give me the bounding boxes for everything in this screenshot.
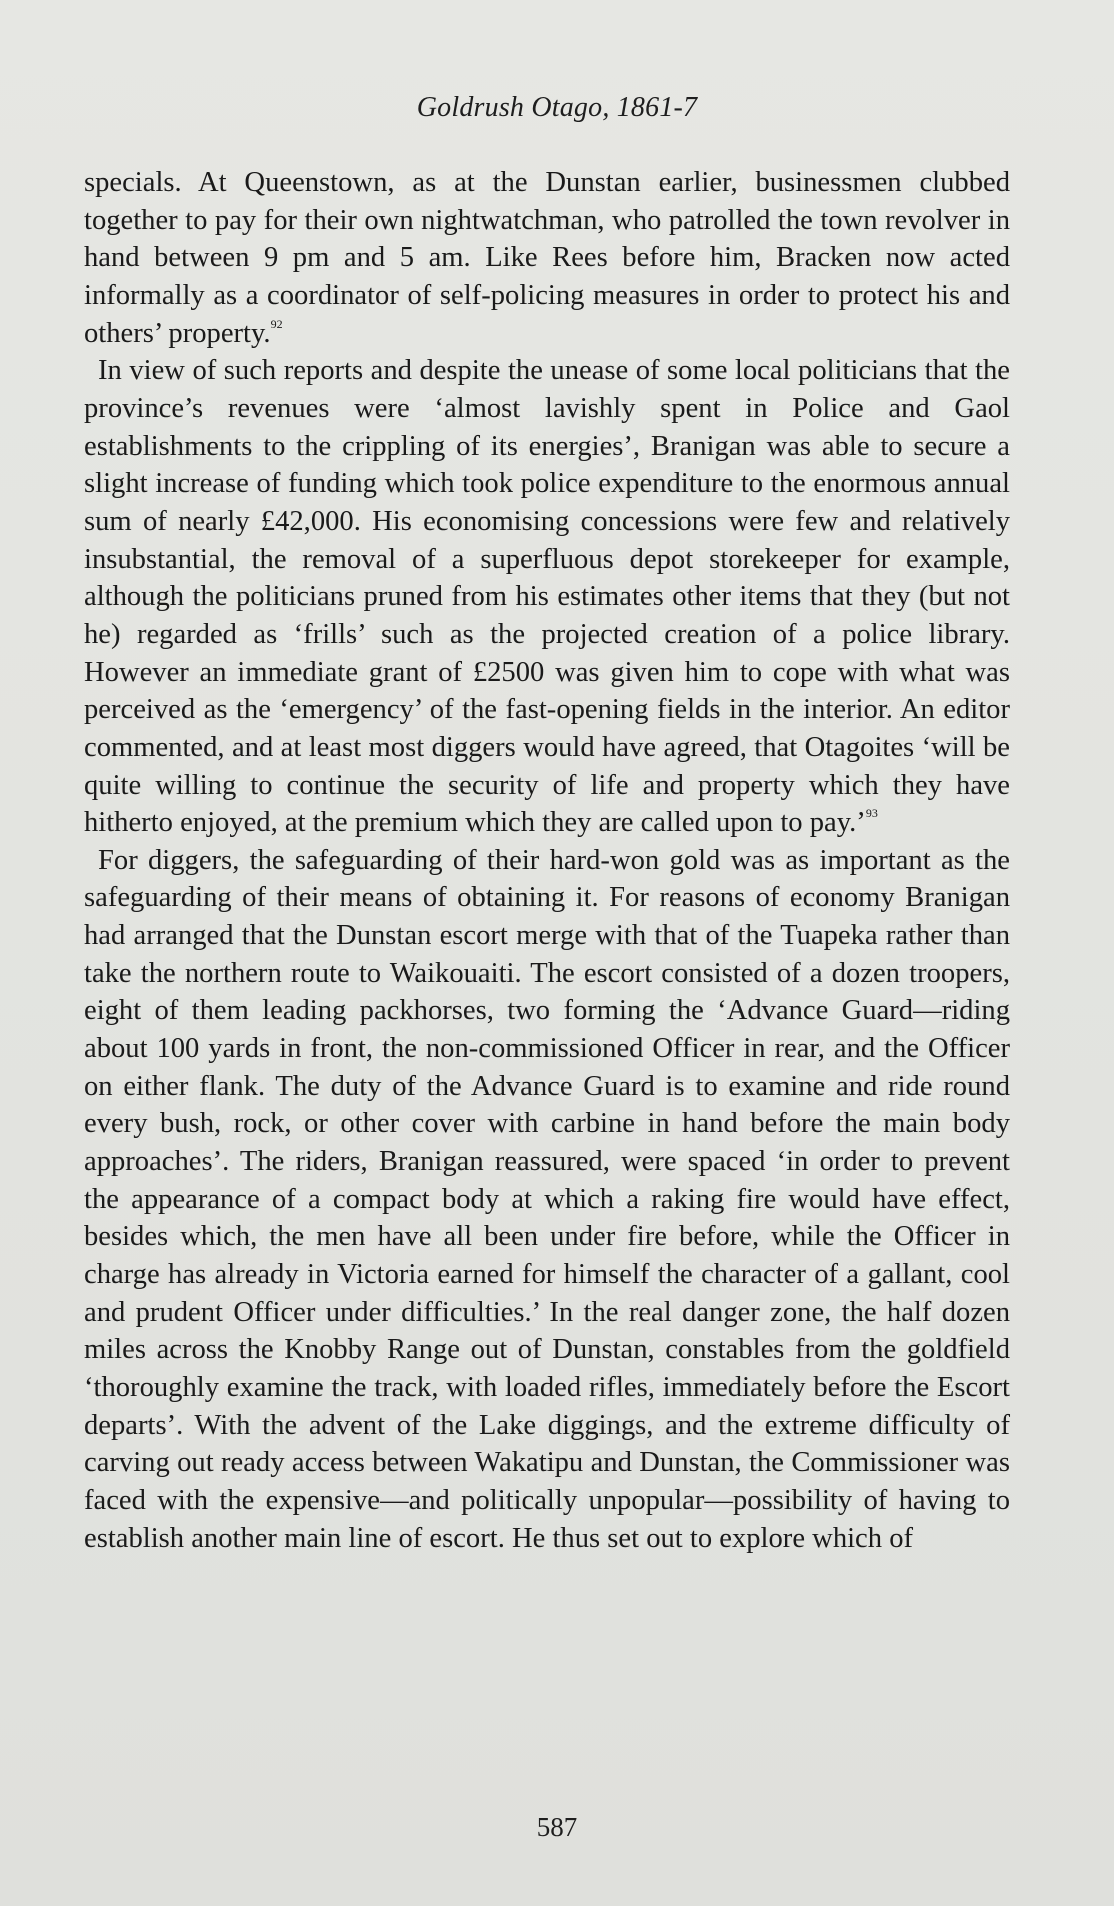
footnote-ref-93: 93 [865, 806, 878, 821]
paragraph-2 [84, 352, 1010, 842]
paragraph-3 [84, 842, 1010, 1557]
page-number: 587 [536, 1812, 578, 1842]
paragraph-3-text: For diggers, the safeguarding of their hard-won gold was as important as the safeguarding of their means of obtaining it. For reasons of economy Branigan had arranged that the Dunstan escort merge with that of the Tuapeka rather than take the northern route to Waikouaiti. The escort consisted of a dozen troopers, eight of them leading packhorses, two forming the ‘Advance Guard—riding about 100 yards in front, the non-commissioned Officer in rear, and the Officer on either flank. The duty of the Advance Guard is to examine and ride round every bush, rock, or other cover with carbine in hand before the main body approaches’. The riders, Branigan reassured, were spaced ‘in order to prevent the appearance of a compact body at which a raking fire would have effect, besides which, the men have all been under fire before, while the Officer in charge has already in Victoria earned for himself the character of a gallant, cool and prudent Officer under difficulties.’ In the real danger zone, the half dozen miles across the Knobby Range out of Dunstan, constables from the goldfield ‘thoroughly examine the track, with loaded rifles, immediately before the Escort departs’. With the advent of the Lake diggings, and the extreme difficulty of carving out ready access between Wakatipu and Dunstan, the Commissioner was faced with the expensive—and politically unpopular—possibility of having to establish another main line of escort. He thus set out to explore which of [84, 844, 1010, 1554]
body-text [84, 164, 1010, 1557]
footnote-ref-92: 92 [270, 316, 283, 331]
paragraph-1 [84, 164, 1010, 352]
paragraph-2-text: In view of such reports and despite the unease of some local politicians that the province’s revenues were ‘almost lavishly spent in Police and Gaol establishments to the crippling of its energies’, Branigan was able to secure a slight increase of funding which took police expenditure to the enormous annual sum of nearly £42,000. His economising concessions were few and relatively insubstantial, the removal of a superfluous depot storekeeper for example, although the politicians pruned from his estimates other items that they (but not he) regarded as ‘frills’ such as the projected creation of a police library. However an immediate grant of £2500 was given him to cope with what was perceived as the ‘emergency’ of the fast-opening fields in the interior. An editor commented, and at least most diggers would have agreed, that Otagoites ‘will be quite willing to continue the security of life and property which they have hitherto enjoyed, at the premium which they are called upon to pay.’ [84, 355, 1010, 839]
running-title: Goldrush Otago, 1861-7 [416, 92, 698, 123]
paragraph-1-text: specials. At Queenstown, as at the Dunstan earlier, businessmen clubbed together to pay for their own nightwatchman, who patrolled the town revolver in hand between 9 pm and 5 am. Like Rees before him, Bracken now acted informally as a coordinator of self-policing measures in order to protect his and others’ property. [84, 167, 1010, 349]
